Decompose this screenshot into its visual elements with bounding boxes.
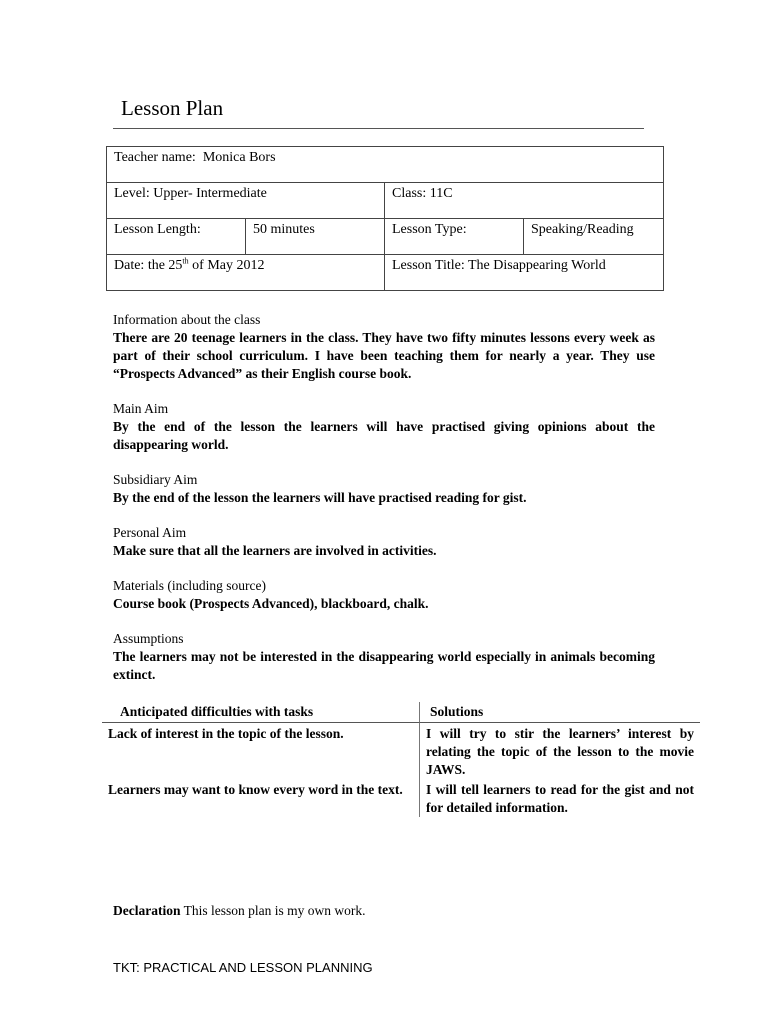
declaration-label: Declaration [113,903,181,918]
teacher-label: Teacher name: [114,150,196,165]
section-body: By the end of the lesson the learners will have practised giving opinions about the disappearing world. [113,419,655,452]
level-row [107,183,664,219]
difficulties-table [102,702,700,817]
difficulty-cell: Lack of interest in the topic of the lesson. [108,726,344,741]
assumptions-section [113,630,655,684]
section-body: Make sure that all the learners are involved in activities. [113,543,437,558]
section-heading: Personal Aim [113,525,187,540]
lesson-sections [113,311,655,701]
declaration-text: This lesson plan is my own work. [180,903,366,918]
section-body: The learners may not be interested in the disappearing world especially in animals becoming extinct. [113,649,655,682]
personal-aim-section [113,524,655,560]
lesson-title-cell: Lesson Title: The Disappearing World [385,255,664,291]
section-heading: Main Aim [113,401,169,416]
subsidiary-aim-section [113,471,655,507]
date-prefix: Date: the 25 [114,258,183,273]
length-type-row [107,219,664,255]
level-cell: Level: Upper- Intermediate [107,183,385,219]
solution-cell: I will tell learners to read for the gist and not for detailed information. [419,779,700,817]
difficulties-column-header: Anticipated difficulties with tasks [102,702,419,723]
teacher-cell [107,147,664,183]
info-section [113,311,655,383]
section-heading: Subsidiary Aim [113,472,198,487]
class-cell: Class: 11C [385,183,664,219]
date-suffix: of May 2012 [188,258,265,273]
lesson-type-label: Lesson Type: [385,219,524,255]
teacher-name: Monica Bors [202,150,276,165]
section-body: By the end of the lesson the learners will have practised reading for gist. [113,490,527,505]
solutions-column-header: Solutions [419,702,700,723]
solution-cell: I will try to stir the learners’ interest by relating the topic of the lesson to the movie JAWS. [419,723,700,779]
difficulty-cell: Learners may want to know every word in the text. [108,782,403,797]
section-body: There are 20 teenage learners in the class. They have two fifty minutes lessons every week as part of their school curriculum. I have been teaching them for nearly a year. They use “Prospects Advanced” as their English course book. [113,330,655,381]
title-divider [113,128,644,129]
section-body: Course book (Prospects Advanced), blackboard, chalk. [113,596,429,611]
teacher-row [107,147,664,183]
section-heading: Assumptions [113,631,184,646]
page-title: Lesson Plan [121,96,224,120]
section-heading: Information about the class [113,312,261,327]
materials-section [113,577,655,613]
date-title-row [107,255,664,291]
page-footer: TKT: PRACTICAL AND LESSON PLANNING [113,960,373,975]
date-ordinal: th [182,256,189,266]
main-aim-section [113,400,655,454]
section-heading: Materials (including source) [113,578,266,593]
lesson-length-label: Lesson Length: [107,219,246,255]
lesson-type-value: Speaking/Reading [524,219,664,255]
lesson-info-table [106,146,664,291]
declaration [113,902,365,920]
date-cell [107,255,385,291]
lesson-length-value: 50 minutes [246,219,385,255]
